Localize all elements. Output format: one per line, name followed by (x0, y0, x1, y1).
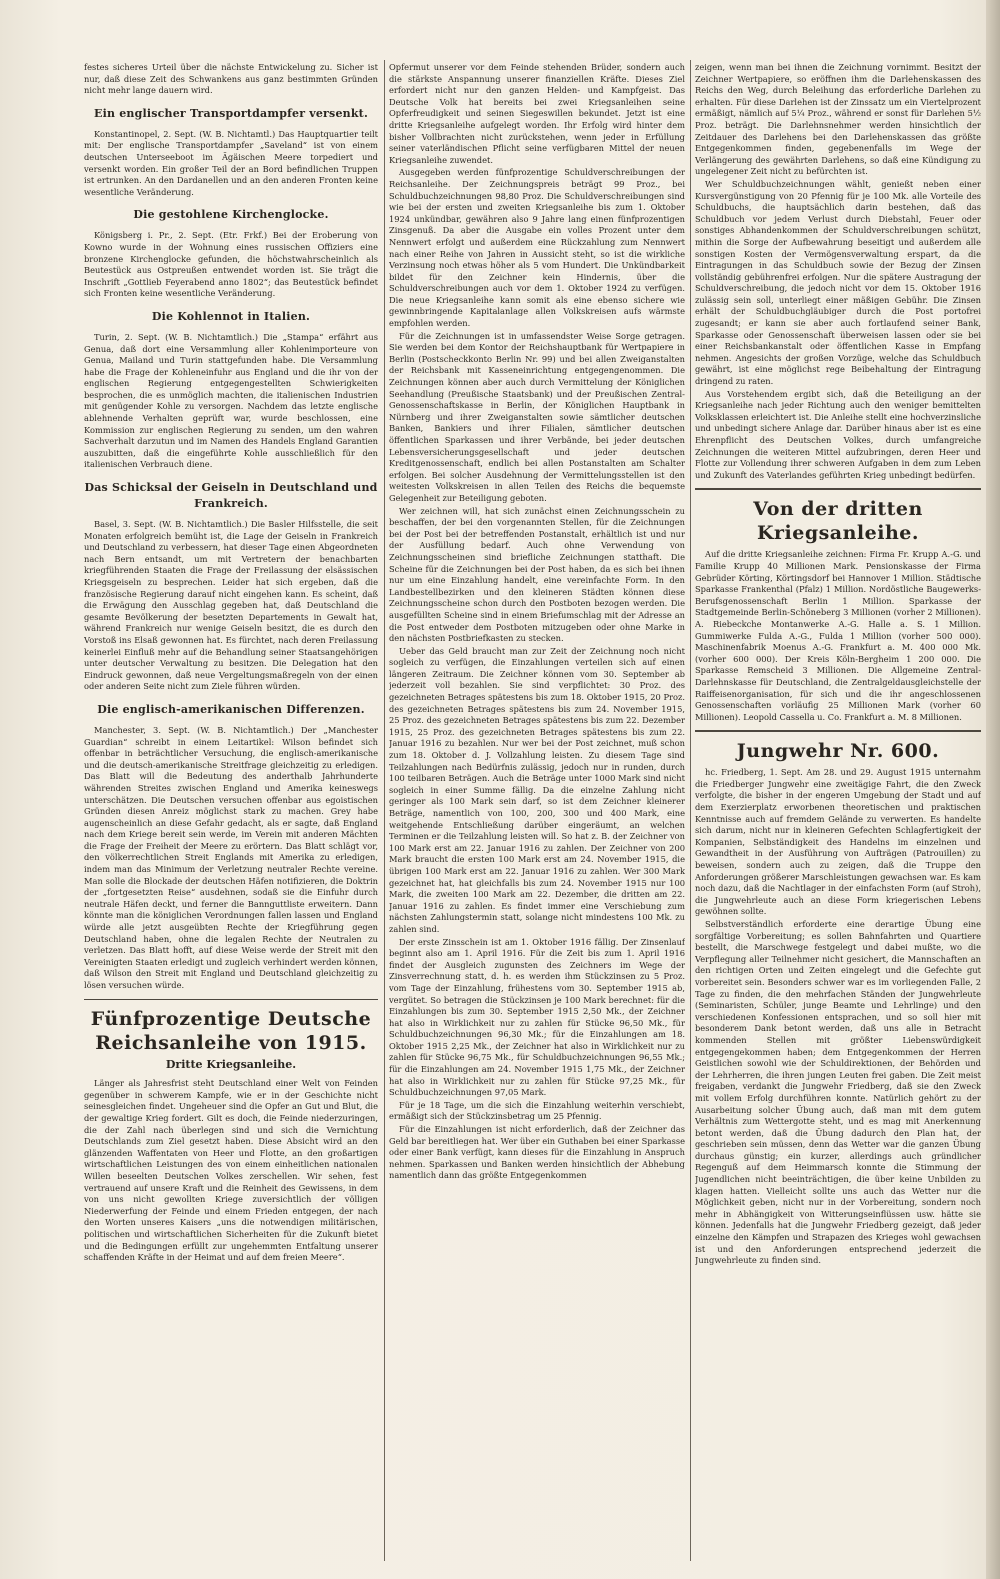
section-divider (84, 999, 378, 1000)
article-reichsanleihe-start: Länger als Jahresfrist steht Deutschland einer Welt von Feinden gegenüber in schwerem Kampfe, wie er in der Geschichte nicht seinesgleichen findet. Ungeheuer sind die Opfer an Gut und Blut, die der gewaltige Krieg fordert. Gilt es doch, die Feinde niederzuringen, die der Zahl nach überlegen sind und sich die Vernichtung Deutschlands zum Ziel gesetzt haben. Diese Absicht wird an den glänzenden Waffentaten von Heer und Flotte, an den großartigen wirtschaftlichen Leistungen des von einem einheitlichen nationalen Willen beseelten Deutschen Volkes zerschellen. Wir sehen, fest vertrauend auf unsere Kraft und die Reinheit des Gewissens, in dem von uns nicht gewollten Kriege zuversichtlich der völligen Niederwerfung der Feinde und einem Frieden entgegen, der nach den Worten unseres Kaisers „uns die notwendigen militärischen, politischen und wirtschaftlichen Sicherheiten für die Zukunft bietet und die Bedingungen erfüllt zur ungehemmten Entfaltung unserer schaffenden Kräfte in der Heimat und auf dem freien Meere“. (84, 1078, 378, 1263)
headline-transport: Ein englischer Transportdampfer versenkt. (94, 106, 368, 120)
anleihe-paragraph-5: Ueber das Geld braucht man zur Zeit der Zeichnung noch nicht sogleich zu verfügen, die Einzahlungen verteilen sich auf einen längeren Zeitraum. Die Zeichner können vom 30. September ab jederzeit voll bezahlen. Sie sind verpflichtet: 30 Proz. des gezeichneten Betrages spätestens bis zum 18. Oktober 1915, 20 Proz. des gezeichneten Betrages spätestens bis zum 24. November 1915, 25 Proz. des gezeichneten Betrages spätestens bis zum 22. Dezember 1915, 25 Proz. des gezeichneten Betrages spätestens bis zum 22. Januar 1916 zu bezahlen. Nur wer bei der Post zeichnet, muß schon zum 18. Oktober d. J. Vollzahlung leisten. Zu diesem Tage sind Teilzahlungen nach Bedürfnis zulässig, jedoch nur in runden, durch 100 teilbaren Beträgen. Auch die Beträge unter 1000 Mark sind nicht sogleich in einer Summe fällig. Da die einzelne Zahlung nicht geringer als 100 Mark sein darf, so ist dem Zeichner kleinerer Beträge, namentlich von 100, 200, 300 und 400 Mark, eine weitgehende Entschließung darüber eingeräumt, an welchen Terminen er die Teilzahlung leisten will. So hat z. B. der Zeichner von 100 Mark erst am 22. Januar 1916 zu zahlen. Der Zeichner von 200 Mark braucht die ersten 100 Mark erst am 24. November 1915, die übrigen 100 Mark erst am 22. Januar 1916 zu zahlen. Wer 300 Mark gezeichnet hat, hat gleichfalls bis zum 24. November 1915 nur 100 Mark, die zweiten 100 Mark am 22. Dezember, die dritten am 22. Januar 1916 zu zahlen. Es findet immer eine Verschiebung zum nächsten Zahlungstermin statt, solange nicht mindestens 100 Mk. zu zahlen sind. (389, 645, 685, 934)
column-rule (384, 60, 385, 1561)
intro-text: festes sicheres Urteil über die nächste Entwickelung zu. Sicher ist nur, daß diese Zeit des Schwankens aus ganz bestimmten Gründen nicht mehr lange dauern wird. (84, 62, 378, 96)
section-divider (695, 730, 981, 732)
column-1 (84, 62, 378, 1561)
anleihe-paragraph-2: Ausgegeben werden fünfprozentige Schuldverschreibungen der Reichsanleihe. Der Zeichnungspreis beträgt 99 Proz., bei Schuldbuchzeichnungen 98,80 Proz. Die Schuldverschreibungen sind wie bei der ersten und zweiten Kriegsanleihe bis zum 1. Oktober 1924 unkündbar, gewähren also 9 Jahre lang einen fünfprozentigen Zinsgenuß. Da aber die Ausgabe ein volles Prozent unter dem Nennwert erfolgt und außerdem eine Rückzahlung zum Nennwert nach einer Reihe von Jahren in Aussicht steht, so ist die wirkliche Verzinsung noch etwas höher als 5 vom Hundert. Die Unkündbarkeit bildet für den Zeichner kein Hindernis, über die Schuldverschreibungen auch vor dem 1. Oktober 1924 zu verfügen. Die neue Kriegsanleihe kann somit als eine ebenso sichere wie gewinnbringende Kapitalanlage allen Volkskreisen aufs wärmste empfohlen werden. (389, 167, 685, 329)
anleihe-paragraph-11: Aus Vorstehendem ergibt sich, daß die Beteiligung an der Kriegsanleihe nach jeder Richtung auch den weniger bemittelten Volksklassen erleichtert ist. Die Anleihe stellt eine hochverzinsliche und unbedingt sichere Anlage dar. Darüber hinaus aber ist es eine Ehrenpflicht des Deutschen Volkes, durch umfangreiche Zeichnungen die weiteren Mittel aufzubringen, deren Heer und Flotte zur Vollendung ihrer schweren Aufgaben in dem zum Leben und Zukunft des Vaterlandes geführten Krieg unbedingt bedürfen. (695, 388, 981, 480)
headline-geiseln: Das Schicksal der Geiseln in Deutschland und Frankreich. (84, 481, 378, 511)
page-binding-edge (986, 0, 1000, 1579)
article-kohlennot: Turin, 2. Sept. (W. B. Nichtamtlich.) Die „Stampa“ erfährt aus Genua, daß dort eine Versammlung aller Kohlenimporteure von Genua, Mailand und Turin stattgefunden habe. Die Versammlung habe die Frage der Kohleneinfuhr aus England und die ihr von der englischen Regierung entgegengestellten Schwierigkeiten besprochen, die es unmöglich machten, die italienischen Industrien mit genügender Kohle zu versorgen. Nachdem das letzte englische ablehnende Verhalten geprüft war, wurde beschlossen, eine Kommission zur englischen Regierung zu senden, um den wahren Sachverhalt darzutun und im Namen des Handels England Garantien auszubitten, daß die eingeführte Kohle ausschließlich für den italienischen Verbrauch diene. (84, 331, 378, 470)
anleihe-paragraph-4: Wer zeichnen will, hat sich zunächst einen Zeichnungsschein zu beschaffen, der bei den vorgenannten Stellen, für die Zeichnungen bei der Post bei der betreffenden Postanstalt, erhältlich ist und nur der Ausfüllung bedarf. Auch ohne Verwendung von Zeichnungsscheinen sind briefliche Zeichnungen statthaft. Die Scheine für die Zeichnungen bei der Post haben, da es sich bei ihnen nur um eine Einzahlung handelt, eine vereinfachte Form. In den Landbestellbezirken und den kleineren Städten können diese Zeichnungsscheine schon durch den Postboten bezogen werden. Die ausgefüllten Scheine sind in einem Briefumschlag mit der Adresse an die Post entweder dem Postboten mitzugeben oder ohne Marke in den nächsten Postbriefkasten zu stecken. (389, 505, 685, 644)
headline-reichsanleihe: Fünfprozentige Deutsche Reichsanleihe von 1915. (90, 1007, 372, 1054)
anleihe-paragraph-10: Wer Schuldbuchzeichnungen wählt, genießt neben einer Kursvergünstigung von 20 Pfennig für je 100 Mk. alle Vorteile des Schuldbuchs, die hauptsächlich darin bestehen, daß das Schuldbuch vor jedem Verlust durch Diebstahl, Feuer oder sonstiges Abhandenkommen der Schuldverschreibungen schützt, mithin die Sorge der Aufbewahrung beseitigt und außerdem alle sonstigen Kosten der Vermögensverwaltung erspart, da die Eintragungen in das Schuldbuch sowie der Bezug der Zinsen vollständig gebührenfrei erfolgen. Nur die spätere Austragung der Schuldverschreibung, die jedoch nicht vor dem 15. Oktober 1916 zulässig sein soll, unterliegt einer mäßigen Gebühr. Die Zinsen erhält der Schuldbuchgläubiger durch die Post portofrei zugesandt; er kann sie aber auch fortlaufend seiner Bank, Sparkasse oder Genossenschaft überweisen lassen oder sie bei einer Reichsbankanstalt oder öffentlichen Kasse in Empfang nehmen. Angesichts der großen Vorzüge, welche das Schuldbuch gewährt, ist eine möglichst rege Beibehaltung der Eintragung dringend zu raten. (695, 178, 981, 387)
headline-jungwehr: Jungwehr Nr. 600. (736, 740, 940, 763)
article-transport: Konstantinopel, 2. Sept. (W. B. Nichtamtl.) Das Hauptquartier teilt mit: Der englische Transportdampfer „Saveland“ ist von einem deutschen Unterseeboot im Ägäischen Meere torpediert und versenkt worden. Ein großer Teil der an Bord befindlichen Truppen ist ertrunken. An den Dardanellen und an den anderen Fronten keine wesentliche Veränderung. (84, 128, 378, 197)
headline-kohlennot: Die Kohlennot in Italien. (151, 309, 311, 323)
headline-dritte-kriegsanleihe: Von der dritten Kriegsanleihe. (753, 498, 923, 545)
article-jungwehr-2: Selbstverständlich erforderte eine derartige Übung eine sorgfältige Vorbereitung; es sollen Bahnfahrten und Quartiere bestellt, die Marschwege festgelegt und dabei mußte, wo die Verpflegung aller Teilnehmer nicht gesichert, die Mannschaften an den richtigen Orten und Zeiten eingelegt und die Gefechte gut vorbereitet sein. Besonders schwer war es im vorliegenden Falle, 2 Tage zu finden, die den mehrfachen Ständen der Jungwehrleute (Seminaristen, Schüler, junge Beamte und Lehrlinge) und den verschiedenen Konfessionen entsprachen, und so soll hier mit besonderem Dank betont werden, daß uns alle in Betracht kommenden Stellen mit größter Liebenswürdigkeit entgegengekommen haben; dem Entgegenkommen der Herren Geistlichen sowohl wie der Schuldirektionen, der Behörden und der Lehrherren, die ihren jungen Leuten frei gaben. Die Zeit meist freigaben, verdankt die Jungwehr Friedberg, daß sie den Zweck mit vollem Erfolg durchführen konnte. Natürlich gehört zu der Ausarbeitung solcher Übung auch, daß man mit dem gutem Verhältnis zum Wettergotte steht, und es mag mit Anerkennung betont werden, daß die Übung dadurch den Plan hat, der geschrieben sein müssen, denn das Wetter war die ganzen Übung durchaus günstig; ein kurzer, allerdings auch gründlicher Regenguß auf dem Heimmarsch konnte die Stimmung der Jugendlichen nicht beeinträchtigen, die über keine Unbilden zu klagen hatten. Vielleicht sollte uns auch das Wetter nur die Möglichkeit geben, nicht nur in der Vorbereitung, sondern noch mehr in Abhängigkeit von Witterungseinflüssen usw. hätte sie können. Jedenfalls hat die Jungwehr Friedberg gezeigt, daß jeder einzelne den Kämpfen und Strapazen des Krieges wohl gewachsen ist und den Anforderungen entsprechend jederzeit die Jungwehrleute zu finden sind. (695, 919, 981, 1266)
column-2 (389, 62, 685, 1561)
subheadline-kriegsanleihe: Dritte Kriegsanleihe. (165, 1057, 297, 1071)
headline-differenzen: Die englisch-amerikanischen Differenzen. (97, 702, 365, 716)
article-jungwehr-1: hc. Friedberg, 1. Sept. Am 28. und 29. August 1915 unternahm die Friedberger Jungwehr eine zweitägige Fahrt, die den Zweck verfolgte, die bisher in der engeren Umgebung der Stadt und auf dem Exerzierplatz erworbenen theoretischen und praktischen Kenntnisse auch auf fremdem Gelände zu verwerten. Es handelte sich darum, nicht nur in kleineren Gefechten Schlagfertigkeit der Kompanien, Selbständigkeit des Handelns im einzelnen und Gewandtheit in der Ausführung von Aufträgen (Patrouillen) zu beweisen, sondern auch zu zeigen, daß die Truppe den Anforderungen größerer Marschleistungen gewachsen war. Es kam noch dazu, daß die Nachtlager in der einfachsten Form (auf Stroh), die Jungwehrleute auch an diese Form kriegerischen Lebens gewöhnen sollte. (695, 767, 981, 917)
column-3 (695, 62, 981, 1561)
section-divider (695, 488, 981, 490)
headline-kirchenglocke: Die gestohlene Kirchenglocke. (133, 208, 329, 222)
anleihe-paragraph-8: Für die Einzahlungen ist nicht erforderlich, daß der Zeichner das Geld bar bereitliegen hat. Wer über ein Guthaben bei einer Sparkasse oder einer Bank verfügt, kann dieses für die Einzahlung in Anspruch nehmen. Sparkassen und Banken werden hinsichtlich der Abhebung namentlich dann das größte Entgegenkommen (389, 1124, 685, 1181)
anleihe-paragraph-3: Für die Zeichnungen ist in umfassendster Weise Sorge getragen. Sie werden bei dem Kontor der Reichshauptbank für Wertpapiere in Berlin (Postscheckkonto Berlin Nr. 99) und bei allen Zweiganstalten der Reichsbank mit Kasseneinrichtung entgegengenommen. Die Zeichnungen können aber auch durch Vermittelung der Königlichen Seehandlung (Preußische Staatsbank) und der Preußischen Zentral-Genossenschaftskasse in Berlin, der Königlichen Hauptbank in Nürnberg und ihrer Zweiganstalten sowie sämtlicher deutschen Banken, Bankiers und ihrer Filialen, sämtlicher deutschen öffentlichen Sparkassen und ihrer Verbände, bei jeder deutschen Lebensversicherungsgesellschaft und jeder deutschen Kreditgenossenschaft, endlich bei allen Postanstalten am Schalter erfolgen. Bei solcher Ausdehnung der Vermittelungsstellen ist den weitesten Volkskreisen in allen Teilen des Reichs die bequemste Gelegenheit zur Beteiligung geboten. (389, 330, 685, 503)
column-rule (690, 60, 691, 1561)
article-dritte-kriegsanleihe: Auf die dritte Kriegsanleihe zeichnen: Firma Fr. Krupp A.-G. und Familie Krupp 40 Millionen Mark. Pensionskasse der Firma Gebrüder Körting, Körtingsdorf bei Hannover 1 Million. Städtische Sparkasse Frankenthal (Pfalz) 1 Million. Nordöstliche Baugewerks-Berufsgenossenschaft Berlin 1 Million. Sparkasse der Stadtgemeinde Berlin-Schöneberg 3 Millionen (vorher 2 Millionen). A. Riebeckche Montanwerke A.-G. Halle a. S. 1 Million. Gummiwerke Fulda A.-G., Fulda 1 Million (vorher 500 000). Maschinenfabrik Moenus A.-G. Frankfurt a. M. 400 000 Mk. (vorher 600 000). Der Kreis Köln-Bergheim 1 200 000. Die Sparkasse Remscheid 3 Millionen. Die Allgemeine Zentral-Darlehnskasse für Deutschland, die Zentralgeldausgleichstelle der Raiffeisenorganisation, für sich und die ihr angeschlossenen Genossenschaften vorläufig 25 Millionen Mark (vorher 60 Millionen). Leopold Cassella u. Co. Frankfurt a. M. 8 Millionen. (695, 549, 981, 722)
anleihe-paragraph-9: zeigen, wenn man bei ihnen die Zeichnung vornimmt. Besitzt der Zeichner Wertpapiere, so eröffnen ihm die Darlehenskassen des Reichs den Weg, durch Beleihung das erforderliche Darlehen zu erhalten. Für diese Darlehen ist der Zinssatz um ein Viertelprozent ermäßigt, nämlich auf 5¼ Proz., während er sonst für Darlehen 5½ Proz. beträgt. Die Darlehnsnehmer werden hinsichtlich der Zeitdauer des Darlehens bei den Darlehenskassen das größte Entgegenkommen finden, gegebenenfalls im Wege der Verlängerung des gewährten Darlehens, so daß eine Kündigung zu ungelegener Zeit nicht zu befürchten ist. (695, 62, 981, 177)
article-geiseln: Basel, 3. Sept. (W. B. Nichtamtlich.) Die Basler Hilfsstelle, die seit Monaten erfolgreich bemüht ist, die Lage der Geiseln in Frankreich und Deutschland zu verbessern, hat dieser Tage einen Abgeordneten nach Bern entsandt, um mit Vertretern der benachbarten kriegführenden Staaten die Frage der Freilassung der elsässischen Kriegsgeiseln zu besprechen. Leider hat sich ergeben, daß die französische Regierung darauf nicht eingehen kann. Es scheint, daß die Erwägung den Ausschlag gegeben hat, daß Deutschland die gesamte Bevölkerung der besetzten Departements in Gewalt hat, während Frankreich nur wenige Geiseln besitzt, die es durch den Vorstoß ins Elsaß gewonnen hat. Es fürchtet, nach deren Freilassung keinerlei Einfluß mehr auf die Behandlung seiner Staatsangehörigen unter deutscher Verwaltung zu besitzen. Die Delegation hat den Eindruck gewonnen, daß neue Vergeltungsmaßregeln von der einen oder anderen Seite nicht zum Ziele führen würden. (84, 519, 378, 692)
anleihe-paragraph-6: Der erste Zinsschein ist am 1. Oktober 1916 fällig. Der Zinsenlauf beginnt also am 1. April 1916. Für die Zeit bis zum 1. April 1916 findet der Ausgleich zugunsten des Zeichners im Wege der Zinsverrechnung statt, d. h. es werden ihm Stückzinsen zu 5 Proz. vom Tage der Einzahlung, frühestens vom 30. September 1915 ab, vergütet. So betragen die Stückzinsen je 100 Mark berechnet: für die Einzahlungen bis zum 30. September 1915 2,50 Mk., der Zeichner hat also in Wirklichkeit nur zu zahlen für Stücke 96,50 Mk., für Schuldbuchzeichnungen 96,30 Mk.; für die Einzahlungen am 18. Oktober 1915 2,25 Mk., der Zeichner hat also in Wirklichkeit nur zu zahlen für Stücke 96,75 Mk., für Schuldbuchzeichnungen 96,55 Mk.; für die Einzahlungen am 24. November 1915 1,75 Mk., der Zeichner hat also in Wirklichkeit nur zu zahlen für Stücke 97,25 Mk., für Schuldbuchzeichnungen 97,05 Mark. (389, 936, 685, 1098)
article-kirchenglocke: Königsberg i. Pr., 2. Sept. (Etr. Frkf.) Bei der Eroberung von Kowno wurde in der Wohnung eines russischen Offiziers eine bronzene Kirchenglocke gefunden, die höchstwahrscheinlich als Beutestück aus Ostpreußen entwendet worden ist. Sie trägt die Inschrift „Gottlieb Feyerabend anno 1802“; das Beutestück befindet sich Fronten keine wesentliche Veränderung. (84, 230, 378, 299)
anleihe-paragraph-1: Opfermut unserer vor dem Feinde stehenden Brüder, sondern auch die stärkste Anspannung unserer finanziellen Kräfte. Dieses Ziel erfordert nicht nur den ganzen Helden- und Kampfgeist. Das Deutsche Volk hat bereits bei zwei Kriegsanleihen seine Opferfreudigkeit und seinen Siegeswillen bekundet. Jetzt ist eine dritte Kriegsanleihe aufgelegt worden. Ihr Erfolg wird hinter dem bisher Vollbrachten nicht zurückstehen, wenn jeder in Erfüllung seiner vaterländischen Pflicht seine verfügbaren Mittel der neuen Kriegsanleihe zuwendet. (389, 62, 685, 165)
anleihe-paragraph-7: Für je 18 Tage, um die sich die Einzahlung weiterhin verschiebt, ermäßigt sich der Stückzinsbetrag um 25 Pfennig. (389, 1099, 685, 1122)
article-differenzen: Manchester, 3. Sept. (W. B. Nichtamtlich.) Der „Manchester Guardian“ schreibt in einem Leitartikel: Wilson befindet sich offenbar in beträchtlicher Versuchung, die englisch-amerikanische und die deutsch-amerikanische Streitfrage gleichzeitig zu erledigen. Das Blatt will die Bedeutung des anderthalb Jahrhunderte währenden Streites zwischen England und Amerika keineswegs unterschätzen. Die Deutschen versuchen offenbar aus egoistischen Gründen diesen Anreiz möglichst stark zu machen. Grey habe augenscheinlich an diese Gefahr gedacht, als er sagte, daß England nach dem Kriege bereit sein werde, im Verein mit anderen Mächten die Frage der Freiheit der Meere zu erörtern. Das Blatt schlägt vor, den völkerrechtlichen Streit Englands mit Amerika zu erledigen, indem man das Minimum der Verletzung neutraler Rechte vereine. Man solle die Blockade der deutschen Häfen notifizieren, die Doktrin der „fortgesetzten Reise“ ausdehnen, sodaß sie die Einfuhr durch neutrale Häfen deckt, und ferner die Bannguttliste erweitern. Dann könnte man die königlichen Verordnungen fallen lassen und England würde alle jetzt ausgeübten Rechte der Kriegführung gegen Deutschland haben, ohne die legalen Rechte der Neutralen zu verletzen. Das Blatt hofft, auf diese Weise werde der Streit mit den Vereinigten Staaten erledigt und zugleich verhindert werden können, daß Wilson den Streit mit England und Deutschland gleichzeitig zu lösen versuchen würde. (84, 724, 378, 990)
